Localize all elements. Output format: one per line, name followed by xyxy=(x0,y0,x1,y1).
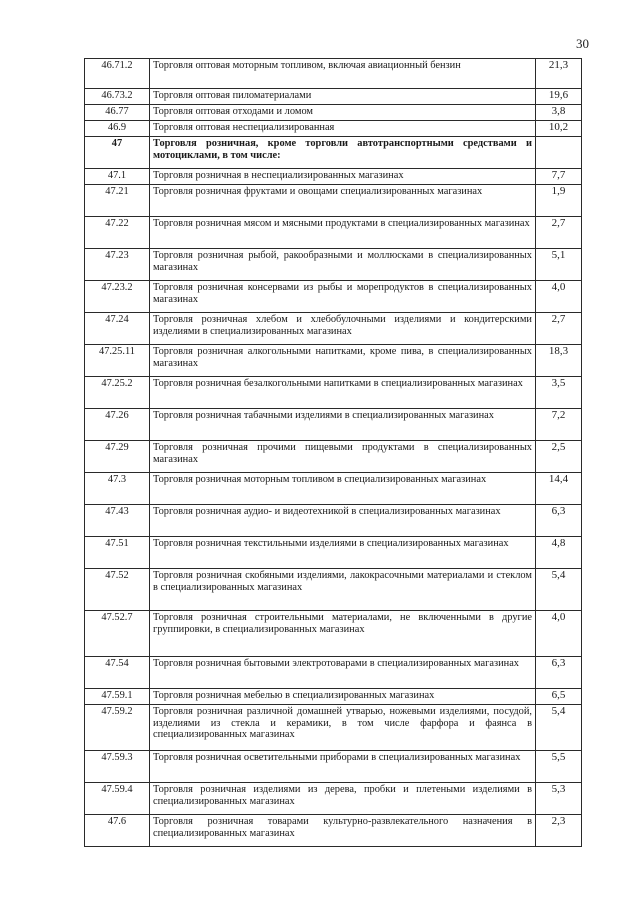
value-cell: 2,7 xyxy=(536,217,582,249)
activity-code-cell: 47.59.2 xyxy=(85,705,150,751)
activity-code-cell: 47.1 xyxy=(85,169,150,185)
activity-code-cell: 47.21 xyxy=(85,185,150,217)
activity-code-cell: 47.29 xyxy=(85,441,150,473)
activity-name-cell: Торговля розничная хлебом и хлебобулочными изделиями и кондитерскими изделиями в специализированных магазинах xyxy=(150,313,536,345)
table-body xyxy=(85,59,582,847)
value-cell: 6,5 xyxy=(536,689,582,705)
value-cell: 4,8 xyxy=(536,537,582,569)
value-cell: 5,3 xyxy=(536,783,582,815)
table-row xyxy=(85,59,582,89)
activity-code-cell: 46.71.2 xyxy=(85,59,150,89)
table-row xyxy=(85,751,582,783)
table-row xyxy=(85,185,582,217)
table-row xyxy=(85,281,582,313)
activity-name-cell: Торговля оптовая неспециализированная xyxy=(150,121,536,137)
activity-name-cell: Торговля розничная рыбой, ракообразными и моллюсками в специализированных магазинах xyxy=(150,249,536,281)
value-cell: 4,0 xyxy=(536,611,582,657)
activity-code-cell: 47.23 xyxy=(85,249,150,281)
activity-code-cell: 47.54 xyxy=(85,657,150,689)
table-row xyxy=(85,441,582,473)
table-row xyxy=(85,815,582,847)
table-row xyxy=(85,569,582,611)
activity-code-cell: 47.25.11 xyxy=(85,345,150,377)
table-row xyxy=(85,505,582,537)
activity-name-cell: Торговля розничная товарами культурно-развлекательного назначения в специализированных магазинах xyxy=(150,815,536,847)
table-row xyxy=(85,537,582,569)
table-row xyxy=(85,169,582,185)
table-row xyxy=(85,473,582,505)
activity-code-cell: 47.43 xyxy=(85,505,150,537)
value-cell: 14,4 xyxy=(536,473,582,505)
table-row xyxy=(85,89,582,105)
activity-code-cell: 47.52.7 xyxy=(85,611,150,657)
activity-code-cell: 46.77 xyxy=(85,105,150,121)
activity-code-cell: 47.25.2 xyxy=(85,377,150,409)
value-cell: 7,7 xyxy=(536,169,582,185)
activity-code-cell: 47.6 xyxy=(85,815,150,847)
activity-name-cell: Торговля оптовая отходами и ломом xyxy=(150,105,536,121)
activity-name-cell: Торговля розничная табачными изделиями в специализированных магазинах xyxy=(150,409,536,441)
value-cell: 3,8 xyxy=(536,105,582,121)
activity-name-cell: Торговля розничная скобяными изделиями, лакокрасочными материалами и стеклом в специализированных магазинах xyxy=(150,569,536,611)
table-row xyxy=(85,105,582,121)
activity-name-cell: Торговля розничная, кроме торговли автотранспортными средствами и мотоциклами, в том числе: xyxy=(150,137,536,169)
activity-code-cell: 47.22 xyxy=(85,217,150,249)
value-cell: 7,2 xyxy=(536,409,582,441)
value-cell xyxy=(536,137,582,169)
table-row xyxy=(85,705,582,751)
activity-code-cell: 47.52 xyxy=(85,569,150,611)
activity-name-cell: Торговля розничная осветительными приборами в специализированных магазинах xyxy=(150,751,536,783)
value-cell: 1,9 xyxy=(536,185,582,217)
activity-name-cell: Торговля розничная текстильными изделиями в специализированных магазинах xyxy=(150,537,536,569)
activity-name-cell: Торговля розничная мебелью в специализированных магазинах xyxy=(150,689,536,705)
activity-name-cell: Торговля розничная алкогольными напитками, кроме пива, в специализированных магазинах xyxy=(150,345,536,377)
activity-name-cell: Торговля розничная бытовыми электротоварами в специализированных магазинах xyxy=(150,657,536,689)
value-cell: 2,5 xyxy=(536,441,582,473)
value-cell: 21,3 xyxy=(536,59,582,89)
activity-name-cell: Торговля розничная фруктами и овощами специализированных магазинах xyxy=(150,185,536,217)
activity-name-cell: Торговля розничная безалкогольными напитками в специализированных магазинах xyxy=(150,377,536,409)
table-row xyxy=(85,217,582,249)
okved-table xyxy=(84,58,582,847)
value-cell: 10,2 xyxy=(536,121,582,137)
value-cell: 3,5 xyxy=(536,377,582,409)
value-cell: 4,0 xyxy=(536,281,582,313)
value-cell: 19,6 xyxy=(536,89,582,105)
activity-name-cell: Торговля розничная в неспециализированных магазинах xyxy=(150,169,536,185)
activity-name-cell: Торговля розничная моторным топливом в специализированных магазинах xyxy=(150,473,536,505)
table-row xyxy=(85,313,582,345)
activity-name-cell: Торговля оптовая пиломатериалами xyxy=(150,89,536,105)
activity-code-cell: 47.59.1 xyxy=(85,689,150,705)
table-row xyxy=(85,121,582,137)
table-row xyxy=(85,377,582,409)
table-row xyxy=(85,657,582,689)
activity-name-cell: Торговля оптовая моторным топливом, включая авиационный бензин xyxy=(150,59,536,89)
activity-code-cell: 47.59.4 xyxy=(85,783,150,815)
table-group-row xyxy=(85,137,582,169)
activity-code-cell: 47.3 xyxy=(85,473,150,505)
value-cell: 6,3 xyxy=(536,505,582,537)
activity-name-cell: Торговля розничная изделиями из дерева, пробки и плетеными изделиями в специализированных магазинах xyxy=(150,783,536,815)
value-cell: 6,3 xyxy=(536,657,582,689)
value-cell: 5,1 xyxy=(536,249,582,281)
value-cell: 5,5 xyxy=(536,751,582,783)
activity-name-cell: Торговля розничная различной домашней утварью, ножевыми изделиями, посудой, изделиями из стекла и керамики, в том числе фарфора и фаянса в специализированных магазинах xyxy=(150,705,536,751)
activity-code-cell: 47.51 xyxy=(85,537,150,569)
table-row xyxy=(85,409,582,441)
activity-code-cell: 47.59.3 xyxy=(85,751,150,783)
table-row xyxy=(85,249,582,281)
activity-code-cell: 46.73.2 xyxy=(85,89,150,105)
activity-name-cell: Торговля розничная строительными материалами, не включенными в другие группировки, в специализированных магазинах xyxy=(150,611,536,657)
table-row xyxy=(85,345,582,377)
activity-code-cell: 47.23.2 xyxy=(85,281,150,313)
value-cell: 2,7 xyxy=(536,313,582,345)
activity-name-cell: Торговля розничная мясом и мясными продуктами в специализированных магазинах xyxy=(150,217,536,249)
value-cell: 5,4 xyxy=(536,705,582,751)
activity-code-cell: 47.26 xyxy=(85,409,150,441)
table-row xyxy=(85,783,582,815)
activity-name-cell: Торговля розничная прочими пищевыми продуктами в специализированных магазинах xyxy=(150,441,536,473)
activity-code-cell: 47.24 xyxy=(85,313,150,345)
page-number: 30 xyxy=(576,36,589,51)
value-cell: 18,3 xyxy=(536,345,582,377)
value-cell: 2,3 xyxy=(536,815,582,847)
table-row xyxy=(85,611,582,657)
activity-code-cell: 46.9 xyxy=(85,121,150,137)
activity-name-cell: Торговля розничная аудио- и видеотехникой в специализированных магазинах xyxy=(150,505,536,537)
activity-code-cell: 47 xyxy=(85,137,150,169)
activity-name-cell: Торговля розничная консервами из рыбы и морепродуктов в специализированных магазинах xyxy=(150,281,536,313)
table-row xyxy=(85,689,582,705)
value-cell: 5,4 xyxy=(536,569,582,611)
